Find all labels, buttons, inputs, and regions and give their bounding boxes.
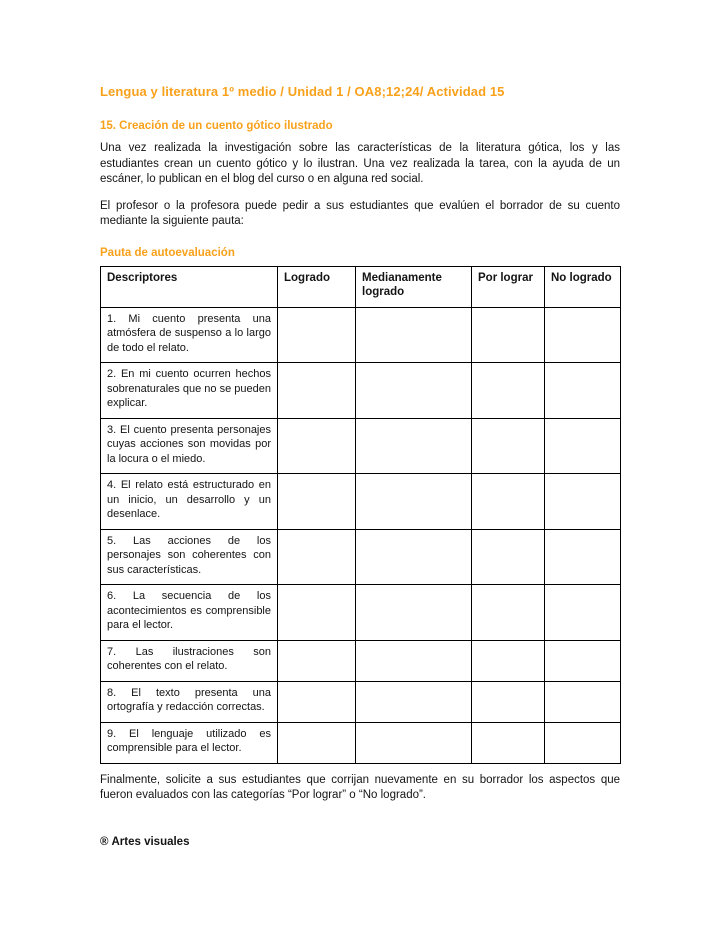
table-row [101,681,621,722]
logrado-cell [278,722,356,763]
no-logrado-cell [545,529,621,585]
footer-note [100,836,620,848]
closing-paragraph: Finalmente, solicite a sus estudiantes que corrijan nuevamente en su borrador los aspectos que fueron evaluados con las categorías “Por lograr” o “No logrado”. [100,773,620,801]
por-lograr-cell [472,474,545,530]
logrado-cell [278,640,356,681]
activity-title: 15. Creación de un cuento gótico ilustrado [100,120,333,132]
column-header-por-lograr: Por lograr [472,266,545,307]
descriptor-cell: 8. El texto presenta una ortografía y redacción correctas. [101,681,278,722]
table-row [101,474,621,530]
descriptor-cell: 1. Mi cuento presenta una atmósfera de suspenso a lo largo de todo el relato. [101,307,278,363]
por-lograr-cell [472,363,545,419]
descriptor-cell: 2. En mi cuento ocurren hechos sobrenaturales que no se pueden explicar. [101,363,278,419]
no-logrado-cell [545,640,621,681]
table-row [101,585,621,641]
table-header-row [101,266,621,307]
por-lograr-cell [472,640,545,681]
column-header-logrado: Logrado [278,266,356,307]
por-lograr-cell [472,307,545,363]
column-header-descriptores: Descriptores [101,266,278,307]
column-header-medianamente-logrado: Medianamente logrado [356,266,472,307]
self-evaluation-table [100,266,621,764]
logrado-cell [278,585,356,641]
no-logrado-cell [545,418,621,474]
instruction-paragraph: El profesor o la profesora puede pedir a sus estudiantes que evalúen el borrador de su cuento mediante la siguiente pauta: [100,199,620,227]
por-lograr-cell [472,529,545,585]
medianamente-logrado-cell [356,418,472,474]
descriptor-cell: 5. Las acciones de los personajes son coherentes con sus características. [101,529,278,585]
por-lograr-cell [472,585,545,641]
medianamente-logrado-cell [356,640,472,681]
no-logrado-cell [545,307,621,363]
document-title: Lengua y literatura 1º medio / Unidad 1 / OA8;12;24/ Actividad 15 [100,84,505,99]
medianamente-logrado-cell [356,363,472,419]
medianamente-logrado-cell [356,681,472,722]
por-lograr-cell [472,722,545,763]
registered-icon: ® [100,835,109,848]
no-logrado-cell [545,585,621,641]
logrado-cell [278,307,356,363]
table-row [101,363,621,419]
logrado-cell [278,363,356,419]
logrado-cell [278,474,356,530]
intro-paragraph: Una vez realizada la investigación sobre las características de la literatura gótica, los y las estudiantes crean un cuento gótico y lo ilustran. Una vez realizada la tarea, con la ayuda de un escáner, lo publican en el blog del curso o en alguna red social. [100,142,620,185]
no-logrado-cell [545,722,621,763]
descriptor-cell: 4. El relato está estructurado en un inicio, un desarrollo y un desenlace. [101,474,278,530]
medianamente-logrado-cell [356,474,472,530]
por-lograr-cell [472,681,545,722]
rubric-title: Pauta de autoevaluación [100,246,235,259]
medianamente-logrado-cell [356,529,472,585]
column-header-no-logrado: No logrado [545,266,621,307]
medianamente-logrado-cell [356,722,472,763]
no-logrado-cell [545,474,621,530]
table-row [101,418,621,474]
table-row [101,722,621,763]
descriptor-cell: 9. El lenguaje utilizado es comprensible para el lector. [101,722,278,763]
table-row [101,307,621,363]
no-logrado-cell [545,681,621,722]
footer-label: Artes visuales [111,835,190,848]
medianamente-logrado-cell [356,307,472,363]
descriptor-cell: 7. Las ilustraciones son coherentes con el relato. [101,640,278,681]
logrado-cell [278,418,356,474]
logrado-cell [278,529,356,585]
medianamente-logrado-cell [356,585,472,641]
logrado-cell [278,681,356,722]
table-row [101,529,621,585]
descriptor-cell: 3. El cuento presenta personajes cuyas acciones son movidas por la locura o el miedo. [101,418,278,474]
table-row [101,640,621,681]
no-logrado-cell [545,363,621,419]
por-lograr-cell [472,418,545,474]
descriptor-cell: 6. La secuencia de los acontecimientos es comprensible para el lector. [101,585,278,641]
